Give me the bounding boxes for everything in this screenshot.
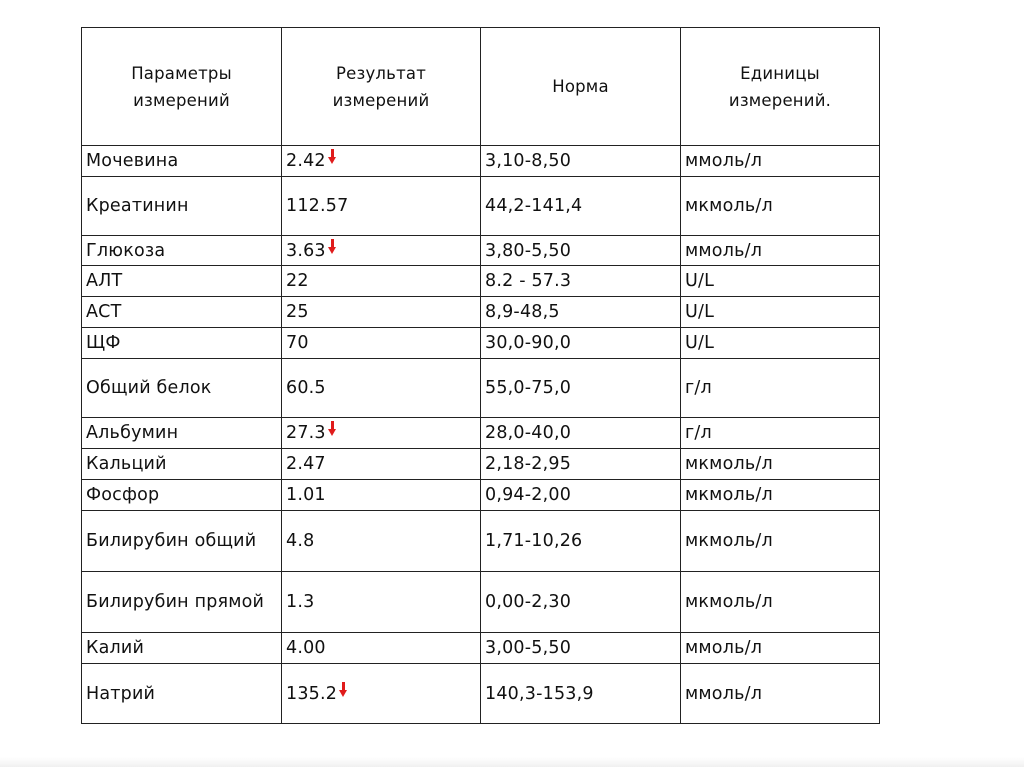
table-row [82, 266, 880, 297]
units-cell: ммоль/л [681, 146, 880, 177]
norm-cell: 140,3-153,9 [481, 664, 681, 724]
header-norm: Норма [481, 28, 681, 146]
table-row [82, 146, 880, 177]
result-cell [282, 359, 481, 418]
norm-cell: 2,18-2,95 [481, 449, 681, 480]
norm-cell: 3,10-8,50 [481, 146, 681, 177]
parameter-cell: Калий [82, 633, 282, 664]
red-down-arrow-icon [328, 239, 337, 254]
result-value: 3.63 [286, 240, 326, 261]
table-row [82, 572, 880, 633]
result-cell [282, 418, 481, 449]
units-cell: ммоль/л [681, 664, 880, 724]
table-row [82, 511, 880, 572]
norm-cell: 3,80-5,50 [481, 236, 681, 266]
table-row [82, 297, 880, 328]
table-row [82, 177, 880, 236]
units-cell: мкмоль/л [681, 480, 880, 511]
table-row [82, 359, 880, 418]
table-row [82, 480, 880, 511]
result-cell [282, 177, 481, 236]
units-cell: ммоль/л [681, 236, 880, 266]
parameter-cell: Билирубин общий [82, 511, 282, 572]
red-down-arrow-icon [339, 682, 348, 697]
units-cell: мкмоль/л [681, 449, 880, 480]
header-row [82, 28, 880, 146]
result-cell [282, 146, 481, 177]
parameter-cell: Фосфор [82, 480, 282, 511]
norm-cell: 28,0-40,0 [481, 418, 681, 449]
result-cell [282, 449, 481, 480]
table-row [82, 328, 880, 359]
units-cell: мкмоль/л [681, 511, 880, 572]
parameter-cell: Натрий [82, 664, 282, 724]
parameter-cell: Мочевина [82, 146, 282, 177]
result-value: 2.47 [286, 454, 326, 474]
result-cell [282, 664, 481, 724]
table-row [82, 664, 880, 724]
parameter-cell: Общий белок [82, 359, 282, 418]
table-row [82, 449, 880, 480]
header-result: Результат измерений [282, 28, 481, 146]
result-value: 27.3 [286, 423, 326, 443]
result-value: 22 [286, 271, 309, 291]
result-value: 70 [286, 333, 309, 353]
result-value: 4.00 [286, 638, 326, 658]
norm-cell: 8.2 - 57.3 [481, 266, 681, 297]
result-cell [282, 266, 481, 297]
result-value: 25 [286, 302, 309, 322]
norm-cell: 8,9-48,5 [481, 297, 681, 328]
norm-cell: 30,0-90,0 [481, 328, 681, 359]
parameter-cell: Альбумин [82, 418, 282, 449]
result-cell [282, 572, 481, 633]
page-bottom-shadow [0, 757, 1024, 767]
result-value: 1.01 [286, 485, 326, 505]
result-value: 112.57 [286, 196, 349, 216]
result-value: 135.2 [286, 683, 338, 704]
units-cell: мкмоль/л [681, 572, 880, 633]
table-row [82, 418, 880, 449]
result-cell [282, 236, 481, 266]
norm-cell: 55,0-75,0 [481, 359, 681, 418]
units-cell: U/L [681, 297, 880, 328]
result-cell [282, 297, 481, 328]
parameter-cell: ЩФ [82, 328, 282, 359]
parameter-cell: Билирубин прямой [82, 572, 282, 633]
units-cell: г/л [681, 359, 880, 418]
red-down-arrow-icon [328, 421, 337, 436]
units-cell: U/L [681, 328, 880, 359]
norm-cell: 3,00-5,50 [481, 633, 681, 664]
result-cell [282, 511, 481, 572]
result-value: 60.5 [286, 378, 326, 398]
header-parameter: Параметры измерений [82, 28, 282, 146]
result-value: 1.3 [286, 592, 315, 612]
units-cell: г/л [681, 418, 880, 449]
red-down-arrow-icon [328, 149, 337, 164]
norm-cell: 1,71-10,26 [481, 511, 681, 572]
result-value: 4.8 [286, 531, 315, 551]
result-cell [282, 480, 481, 511]
lab-results-table [81, 27, 880, 724]
table-row [82, 236, 880, 266]
units-cell: мкмоль/л [681, 177, 880, 236]
parameter-cell: АСТ [82, 297, 282, 328]
norm-cell: 0,00-2,30 [481, 572, 681, 633]
result-cell [282, 328, 481, 359]
parameter-cell: АЛТ [82, 266, 282, 297]
units-cell: ммоль/л [681, 633, 880, 664]
units-cell: U/L [681, 266, 880, 297]
result-value: 2.42 [286, 151, 326, 171]
table-row [82, 633, 880, 664]
parameter-cell: Глюкоза [82, 236, 282, 266]
result-cell [282, 633, 481, 664]
header-units: Единицы измерений. [681, 28, 880, 146]
norm-cell: 0,94-2,00 [481, 480, 681, 511]
norm-cell: 44,2-141,4 [481, 177, 681, 236]
parameter-cell: Кальций [82, 449, 282, 480]
parameter-cell: Креатинин [82, 177, 282, 236]
